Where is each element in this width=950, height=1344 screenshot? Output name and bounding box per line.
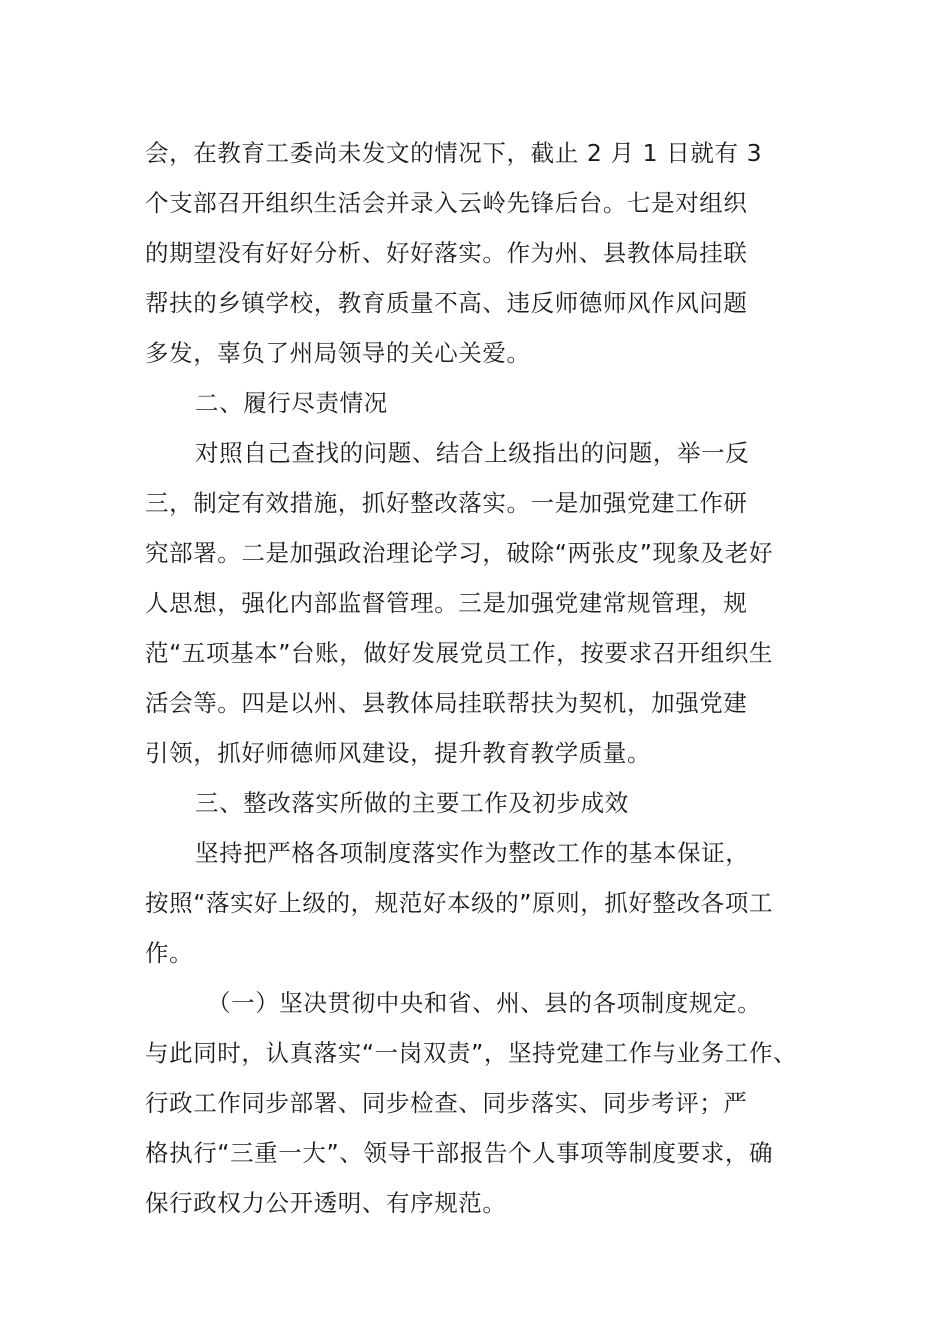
text-line: 与此同时，认真落实“一岗双责”，坚持党建工作与业务工作、 bbox=[145, 1039, 798, 1067]
text-line: 引领，抓好师德师风建设，提升教育教学质量。 bbox=[145, 739, 652, 767]
text-line: 帮扶的乡镇学校，教育质量不高、违反师德师风作风问题 bbox=[145, 289, 748, 317]
text-line: 三，制定有效措施，抓好整改落实。一是加强党建工作研 bbox=[145, 489, 748, 517]
subsection-heading: （一）坚决贯彻中央和省、州、县的各项制度规定。 bbox=[207, 989, 762, 1017]
text-line: 范“五项基本”台账，做好发展党员工作，按要求召开组织生 bbox=[145, 639, 774, 667]
text-line: 究部署。二是加强政治理论学习，破除“两张皮”现象及老好 bbox=[145, 539, 774, 567]
text-line: 对照自己查找的问题、结合上级指出的问题，举一反 bbox=[195, 439, 750, 467]
text-line: 作。 bbox=[145, 939, 194, 967]
text-line: 人思想，强化内部监督管理。三是加强党建常规管理，规 bbox=[145, 589, 748, 617]
text-line: 的期望没有好好分析、好好落实。作为州、县教体局挂联 bbox=[145, 239, 748, 267]
text-line: 多发，辜负了州局领导的关心关爱。 bbox=[145, 339, 531, 367]
section-heading: 二、履行尽责情况 bbox=[195, 389, 388, 417]
text-line: 坚持把严格各项制度落实作为整改工作的基本保证， bbox=[195, 839, 750, 867]
text-line: 格执行“三重一大”、领导干部报告个人事项等制度要求，确 bbox=[145, 1139, 774, 1167]
text-line: 按照“落实好上级的，规范好本级的”原则，抓好整改各项工 bbox=[145, 889, 774, 917]
text-line: 保行政权力公开透明、有序规范。 bbox=[145, 1189, 507, 1217]
section-heading: 三、整改落实所做的主要工作及初步成效 bbox=[195, 789, 629, 817]
text-line: 个支部召开组织生活会并录入云岭先锋后台。七是对组织 bbox=[145, 189, 748, 217]
text-line: 活会等。四是以州、县教体局挂联帮扶为契机，加强党建 bbox=[145, 689, 748, 717]
text-line: 会，在教育工委尚未发文的情况下，截止 2 月 1 日就有 3 bbox=[145, 139, 763, 167]
text-line: 行政工作同步部署、同步检查、同步落实、同步考评；严 bbox=[145, 1089, 748, 1117]
document-body bbox=[145, 128, 810, 1228]
